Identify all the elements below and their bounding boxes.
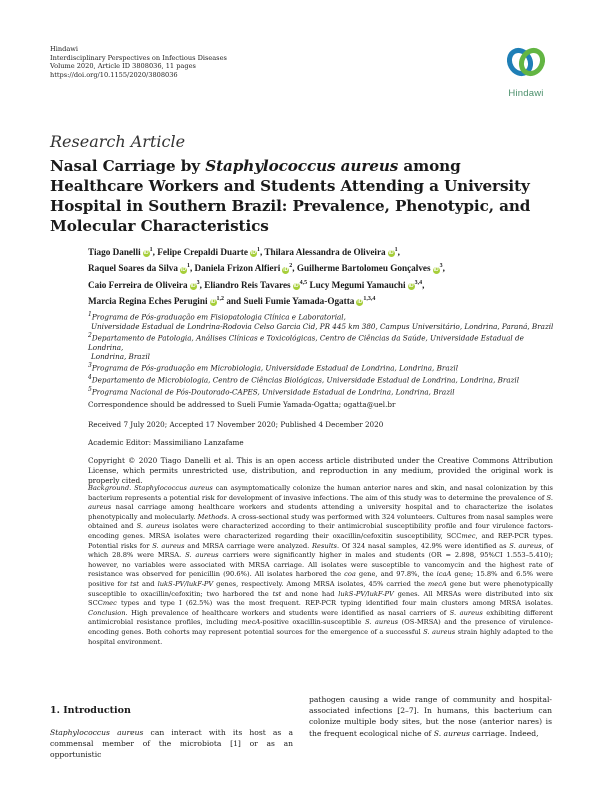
author-affiliation-number: 1 <box>186 263 190 270</box>
orcid-icon[interactable]: iD <box>190 283 196 289</box>
author-affiliation-number: 1 <box>256 247 260 253</box>
affiliation-entry <box>88 385 558 397</box>
academic-editor: Academic Editor: Massimiliano Lanzafame <box>88 438 244 447</box>
author-name: Raquel Soares da Silva <box>88 263 178 274</box>
author-name: Sueli Fumie Yamada-Ogatta <box>243 296 355 307</box>
author-list <box>88 243 558 309</box>
orcid-icon[interactable]: iD <box>283 266 289 273</box>
article-title: Nasal Carriage by Staphylococcus aureus among Healthcare Workers and Students Attending a University Hospital in Southern Brazil: Prevalence, Phenotypic, and Molecular Characteristics <box>50 157 531 235</box>
affiliation-number: 5 <box>88 385 92 393</box>
orcid-icon[interactable]: iD <box>433 266 439 273</box>
affiliation-continuation: Universidade Estadual de Londrina-Rodovia Celso Garcia Cid, PR 445 km 380, Campus Universitário, Londrina, Paraná, Brazil <box>91 321 554 331</box>
author-affiliation-number: 1,3,4 <box>363 296 376 303</box>
orcid-icon[interactable]: iD <box>210 299 216 306</box>
orcid-icon[interactable]: iD <box>250 250 256 257</box>
author-name: Daniela Frizon Alfieri <box>194 263 281 274</box>
intro-column-left: Staphylococcus aureus can interact with its host as a commensal member of the microbiota [1] or as an opportunistic <box>50 728 293 760</box>
author-affiliation-number: 1 <box>394 247 398 253</box>
affiliations <box>88 310 558 396</box>
article-dates: Received 7 July 2020; Accepted 17 November 2020; Published 4 December 2020 <box>88 420 384 429</box>
orcid-icon[interactable]: iD <box>143 250 149 257</box>
affiliation-number: 3 <box>88 362 92 370</box>
author-separator: , <box>442 263 445 274</box>
affiliation-continuation: Londrina, Brazil <box>91 351 150 361</box>
author-name: Guilherme Bartolomeu Gonçalves <box>296 263 431 274</box>
affiliation-text: Programa de Pós-graduação em Microbiologia, Universidade Estadual de Londrina, Londrina, Brazil <box>91 363 459 373</box>
author-name: Marcia Regina Eches Perugini <box>88 296 208 307</box>
author-name: Caio Ferreira de Oliveira <box>88 280 188 290</box>
author-name: Thilara Alessandra de Oliveira <box>264 247 386 258</box>
author-separator: and <box>224 296 244 307</box>
author-affiliation-number: 1,2 <box>216 296 225 303</box>
affiliation-entry <box>88 331 558 352</box>
intro-column-right: pathogen causing a wide range of community and hospital-associated infections [2–7]. In humans, this bacterium can colonize multiple body sites, but the nose (anterior nares) is the frequent ecological niche of S. aureus carriage. Indeed, <box>309 695 552 738</box>
hindawi-logo <box>498 40 554 102</box>
abstract: Background. Staphylococcus aureus can asymptomatically colonize the human anterior nares and skin, and nasal colonization by this bacterium represents a potential risk for development of invasive infections. The aim of this study was to determine the prevalence of S. aureus nasal carriage among healthcare workers and students attending a university hospital and to characterize the isolates phenotypically and molecularly. Methods. A cross-sectional study was performed with 324 volunteers. Cultures from nasal samples were obtained and S. aureus isolates were characterized according to their antimicrobial susceptibility profile and four virulence factors-encoding genes. MRSA isolates were characterized regarding their oxacillin/cefoxitin susceptibility, SCCmec, and REP-PCR types. Potential risks for S. aureus and MRSA carriage were analyzed. Results. Of 324 nasal samples, 42.9% were identified as S. aureus, of which 28.8% were MRSA. S. aureus carriers were significantly higher in males and students (OR = 2.898, 95%CI 1.553–5.410); however, no variables were associated with MRSA carriage. All isolates were susceptible to vancomycin and the highest rate of resistance was observed for penicillin (90.6%). All isolates harbored the coa gene, and 97.8%, the icaA gene; 15.8% and 6.5% were positive for tst and lukS-PV/lukF-PV genes, respectively. Among MRSA isolates, 45% carried the mecA gene but were phenotypically susceptible to oxacillin/cefoxitin; two harbored the tst and none had lukS-PV/lukF-PV genes. All MRSAs were distributed into six SCCmec types and type I (62.5%) was the most frequent. REP-PCR typing identified four main clusters among MRSA isolates. Conclusion. High prevalence of healthcare workers and students were identified as nasal carriers of S. aureus exhibiting different antimicrobial resistance profiles, including mecA-positive oxacillin-susceptible S. aureus (OS-MRSA) and the presence of virulence-encoding genes. Both cohorts may represent potential sources for the emergence of a successful S. aureus strain highly adapted to the hospital environment. <box>88 484 554 646</box>
affiliation-number: 1 <box>88 311 92 318</box>
author-name: Lucy Megumi Yamauchi <box>309 280 406 290</box>
author-affiliation-number: 4,5 <box>299 279 308 286</box>
author-affiliation-number: 3 <box>439 263 443 270</box>
affiliation-number: 2 <box>88 331 92 339</box>
author-separator: , <box>422 280 425 290</box>
journal-volume: Volume 2020, Article ID 3808036, 11 pages <box>50 62 196 71</box>
author-affiliation-number: 3,4 <box>414 279 423 286</box>
journal-publisher: Hindawi <box>50 45 79 53</box>
orcid-icon[interactable]: iD <box>180 266 186 273</box>
affiliation-text: Programa Nacional de Pós-Doutorado-CAPES, Universidade Estadual de Londrina, Londrina, Brazil <box>91 387 455 397</box>
author-separator: , <box>292 263 297 274</box>
author-separator: , <box>189 263 195 274</box>
affiliation-entry <box>88 373 558 385</box>
journal-doi[interactable]: https://doi.org/10.1155/2020/3808036 <box>50 71 178 80</box>
journal-series: Interdisciplinary Perspectives on Infectious Diseases <box>50 53 227 62</box>
author-name: Felipe Crepaldi Duarte <box>157 247 248 258</box>
author-separator: , <box>152 247 158 258</box>
affiliation-number: 4 <box>88 373 92 381</box>
orcid-icon[interactable]: iD <box>388 250 394 257</box>
author-separator: , <box>259 247 265 258</box>
affiliation-text: Programa de Pós-graduação em Fisiopatologia Clínica e Laboratorial, <box>91 312 346 322</box>
hindawi-rings-icon <box>507 40 545 82</box>
author-name: Tiago Danelli <box>88 247 141 258</box>
copyright-notice: Copyright © 2020 Tiago Danelli et al. This is an open access article distributed under the Creative Commons Attribution License, which permits unrestricted use, distribution, and reproduction in any medium, provided the original work is properly cited. <box>88 456 553 486</box>
orcid-icon[interactable]: iD <box>357 299 363 306</box>
author-affiliation-number: 1 <box>149 247 153 253</box>
affiliation-text: Departamento de Patologia, Análises Clínicas e Toxicológicas, Centro de Ciências da Saúde, Universidade Estadual de Londrina, <box>88 333 524 352</box>
affiliation-entry <box>88 310 558 322</box>
section-heading-introduction: 1. Introduction <box>50 705 131 716</box>
author-separator: , <box>199 280 205 290</box>
correspondence: Correspondence should be addressed to Sueli Fumie Yamada-Ogatta; ogatta@uel.br <box>88 400 396 409</box>
affiliation-entry <box>88 361 558 373</box>
affiliation-text: Departamento de Microbiologia, Centro de Ciências Biológicas, Universidade Estadual de Londrina, Londrina, Brazil <box>91 375 520 385</box>
orcid-icon[interactable]: iD <box>408 283 414 289</box>
author-affiliation-number: 2 <box>289 263 293 270</box>
author-name: Eliandro Reis Tavares <box>204 280 291 290</box>
journal-header <box>50 45 227 80</box>
author-separator: , <box>397 247 400 258</box>
author-affiliation-number: 3 <box>196 279 200 286</box>
hindawi-wordmark: Hindawi <box>508 88 544 99</box>
article-type: Research Article <box>50 132 186 151</box>
orcid-icon[interactable]: iD <box>293 283 299 289</box>
